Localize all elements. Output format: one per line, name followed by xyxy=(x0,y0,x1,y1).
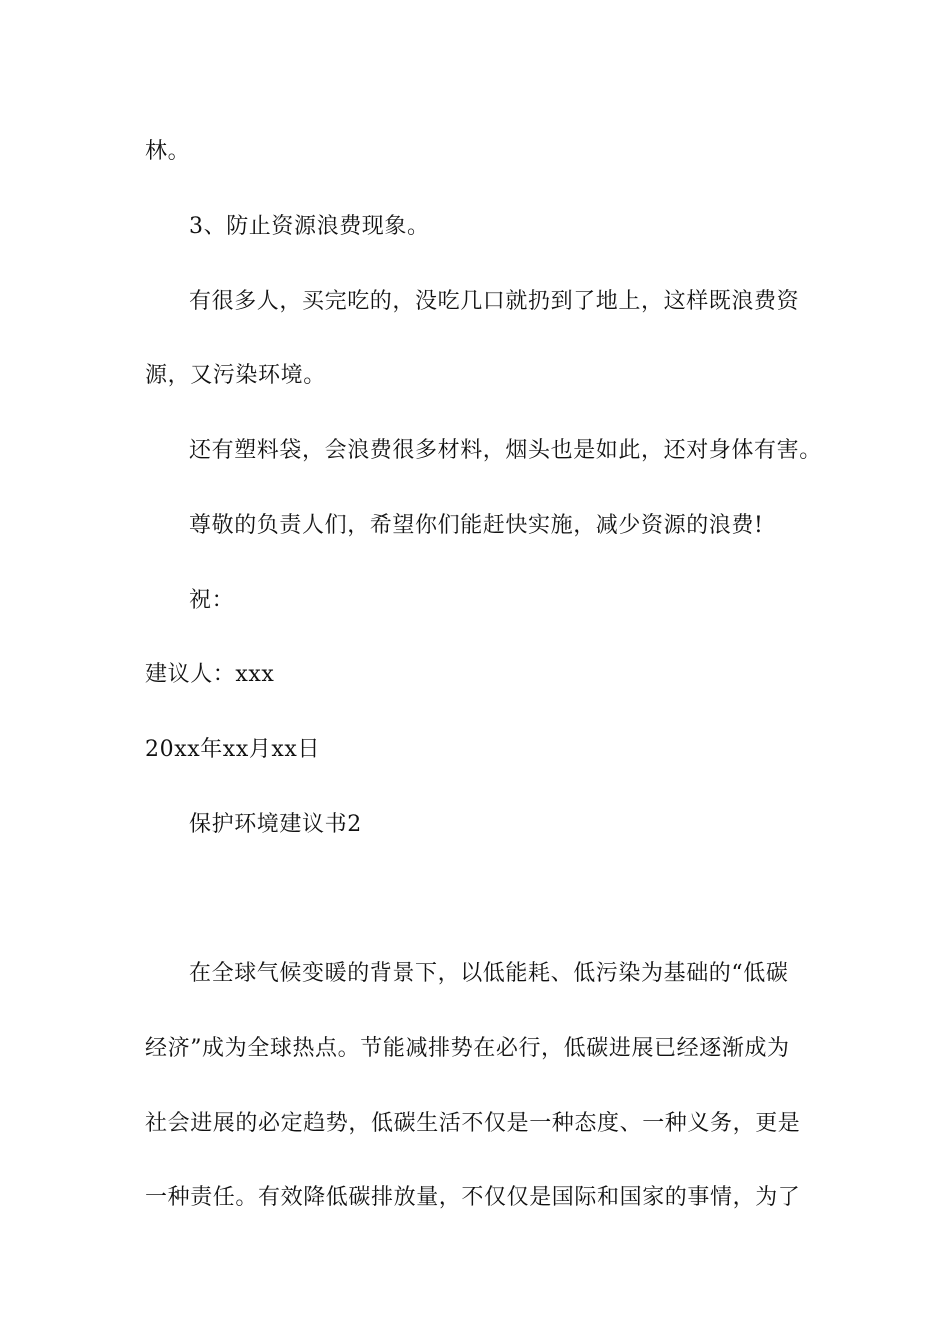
paragraph-line: 林。 xyxy=(145,139,191,164)
paragraph-line: 社会进展的必定趋势，低碳生活不仅是一种态度、一种义务，更是 xyxy=(145,1111,801,1136)
paragraph-line: 源，又污染环境。 xyxy=(145,363,326,388)
paragraph-line: 经济”成为全球热点。节能减排势在必行，低碳进展已经逐渐成为 xyxy=(145,1036,790,1061)
paragraph-line: 一种责任。有效降低碳排放量，不仅仅是国际和国家的事情，为了 xyxy=(145,1185,801,1210)
date-line: 20xx年xx月xx日 xyxy=(145,737,321,762)
paragraph-line: 3、防止资源浪费现象。 xyxy=(189,214,430,239)
closing-salutation: 祝： xyxy=(189,588,235,613)
paragraph-line: 在全球气候变暖的背景下，以低能耗、低污染为基础的“低碳 xyxy=(189,961,789,986)
signature-line: 建议人：xxx xyxy=(145,662,275,687)
paragraph-line: 有很多人，买完吃的，没吃几口就扔到了地上，这样既浪费资 xyxy=(189,289,800,314)
paragraph-line: 还有塑料袋，会浪费很多材料，烟头也是如此，还对身体有害。 xyxy=(189,438,822,463)
section-title: 保护环境建议书2 xyxy=(189,812,362,837)
paragraph-line: 尊敬的负责人们，希望你们能赶快实施，减少资源的浪费! xyxy=(189,513,764,538)
